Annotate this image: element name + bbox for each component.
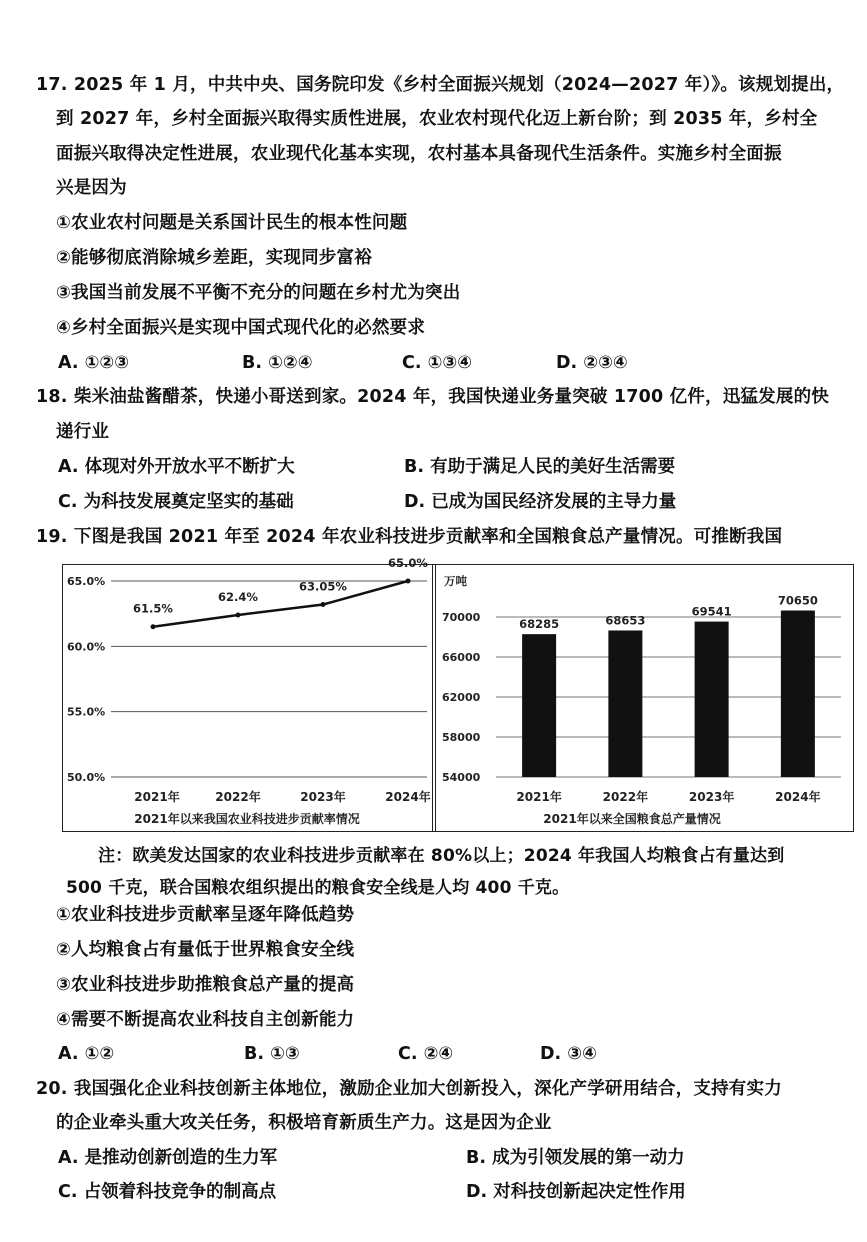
line-chart-point (151, 624, 156, 629)
q20-option-d: D. 对科技创新起决定性作用 (466, 1182, 686, 1202)
line-chart-x-tick: 2021年 (134, 790, 180, 804)
q19-option-c: C. ②④ (398, 1044, 454, 1064)
bar-chart-bar (608, 630, 642, 777)
q17-line-1: 17. 2025 年 1 月，中共中央、国务院印发《乡村全面振兴规划（2024—2027 年）》。该规划提出， (36, 75, 845, 95)
bar-chart-data-label: 68285 (519, 617, 560, 632)
q18-line-1: 18. 柴米油盐酱醋茶，快递小哥送到家。2024 年，我国快递业务量突破 1700 亿件，迅猛发展的快 (36, 387, 829, 407)
bar-chart-y-unit: 万吨 (444, 574, 467, 588)
q17-option-c: C. ①③④ (402, 353, 473, 373)
q18-line-2: 递行业 (56, 422, 110, 442)
q17-line-2: 到 2027 年，乡村全面振兴取得实质性进展，农业农村现代化迈上新台阶；到 2035 年，乡村全 (56, 109, 818, 129)
line-chart-x-tick: 2023年 (300, 790, 346, 804)
q20-option-c: C. 占领着科技竞争的制高点 (58, 1182, 277, 1202)
line-chart-series-line (153, 581, 408, 627)
bar-chart-data-label: 69541 (691, 604, 732, 619)
bar-chart-bar (781, 611, 815, 778)
bar-chart-bar (522, 634, 556, 777)
bar-chart-x-tick: 2021年 (516, 790, 562, 804)
q19-statement-4: ④需要不断提高农业科技自主创新能力 (56, 1010, 355, 1030)
line-chart-y-tick: 60.0% (67, 640, 106, 654)
q17-statement-2: ②能够彻底消除城乡差距，实现同步富裕 (56, 248, 372, 268)
q17-option-a: A. ①②③ (58, 353, 130, 373)
q17-statement-3: ③我国当前发展不平衡不充分的问题在乡村尤为突出 (56, 283, 461, 303)
q17-statement-4: ④乡村全面振兴是实现中国式现代化的必然要求 (56, 318, 426, 338)
bar-chart-data-label: 68653 (605, 613, 646, 628)
line-chart-y-tick: 50.0% (67, 771, 106, 784)
line-chart-title: 2021年以来我国农业科技进步贡献率情况 (134, 812, 360, 826)
q17-line-3: 面振兴取得决定性进展，农业现代化基本实现，农村基本具备现代生活条件。实施乡村全面振 (56, 144, 782, 164)
tech-contribution-line-chart (63, 556, 432, 831)
bar-chart-x-tick: 2024年 (775, 790, 821, 804)
line-chart-x-tick: 2022年 (215, 790, 261, 804)
line-chart-y-tick: 55.0% (67, 705, 106, 719)
line-chart-data-label: 63.05% (299, 579, 347, 594)
q18-option-c: C. 为科技发展奠定坚实的基础 (58, 492, 294, 512)
q20-line-1: 20. 我国强化企业科技创新主体地位，激励企业加大创新投入，深化产学研用结合，支持有实力 (36, 1079, 782, 1099)
bar-chart-bar (695, 622, 729, 777)
q17-option-d: D. ②③④ (556, 353, 628, 373)
q18-option-a: A. 体现对外开放水平不断扩大 (58, 457, 295, 477)
q19-statement-3: ③农业科技进步助推粮食总产量的提高 (56, 975, 355, 995)
line-chart-data-label: 62.4% (218, 589, 258, 604)
q17-statement-1: ①农业农村问题是关系国计民生的根本性问题 (56, 213, 408, 233)
q20-option-a: A. 是推动创新创造的生力军 (58, 1148, 278, 1168)
bar-chart-title: 2021年以来全国粮食总产量情况 (543, 812, 721, 826)
q19-statement-1: ①农业科技进步贡献率呈逐年降低趋势 (56, 905, 355, 925)
bar-chart-y-tick: 62000 (442, 691, 481, 704)
line-chart-data-label: 65.0% (388, 556, 428, 570)
line-chart-y-tick: 65.0% (67, 575, 106, 588)
q18-option-b: B. 有助于满足人民的美好生活需要 (404, 457, 676, 477)
q19-option-d: D. ③④ (540, 1044, 597, 1064)
q19-stem: 19. 下图是我国 2021 年至 2024 年农业科技进步贡献率和全国粮食总产量情况。可推断我国 (36, 527, 783, 547)
q17-line-4: 兴是因为 (56, 178, 127, 198)
line-chart-data-label: 61.5% (133, 601, 173, 616)
bar-chart-x-tick: 2023年 (688, 790, 735, 804)
bar-chart-y-tick: 70000 (442, 611, 481, 624)
bar-chart-data-label: 70650 (777, 593, 818, 608)
bar-chart-y-tick: 58000 (442, 731, 481, 744)
q19-option-a: A. ①② (58, 1044, 115, 1064)
q19-option-b: B. ①③ (244, 1044, 300, 1064)
line-chart-point (236, 612, 241, 617)
grain-output-bar-chart (436, 565, 853, 831)
line-chart-point (321, 602, 326, 607)
q19-note-line-1: 注：欧美发达国家的农业科技进步贡献率在 80%以上；2024 年我国人均粮食占有量达到 (98, 846, 785, 866)
line-chart-x-tick: 2024年 (385, 790, 431, 804)
bar-chart-y-tick: 54000 (442, 771, 481, 784)
q17-option-b: B. ①②④ (242, 353, 313, 373)
q20-line-2: 的企业牵头重大攻关任务，积极培育新质生产力。这是因为企业 (56, 1113, 552, 1133)
bar-chart-x-tick: 2022年 (602, 790, 649, 804)
q20-option-b: B. 成为引领发展的第一动力 (466, 1148, 685, 1168)
q19-statement-2: ②人均粮食占有量低于世界粮食安全线 (56, 940, 355, 960)
bar-chart-y-tick: 66000 (442, 651, 481, 664)
line-chart-point (406, 579, 411, 584)
q18-option-d: D. 已成为国民经济发展的主导力量 (404, 492, 677, 512)
q19-note-line-2: 500 千克，联合国粮农组织提出的粮食安全线是人均 400 千克。 (66, 878, 570, 898)
